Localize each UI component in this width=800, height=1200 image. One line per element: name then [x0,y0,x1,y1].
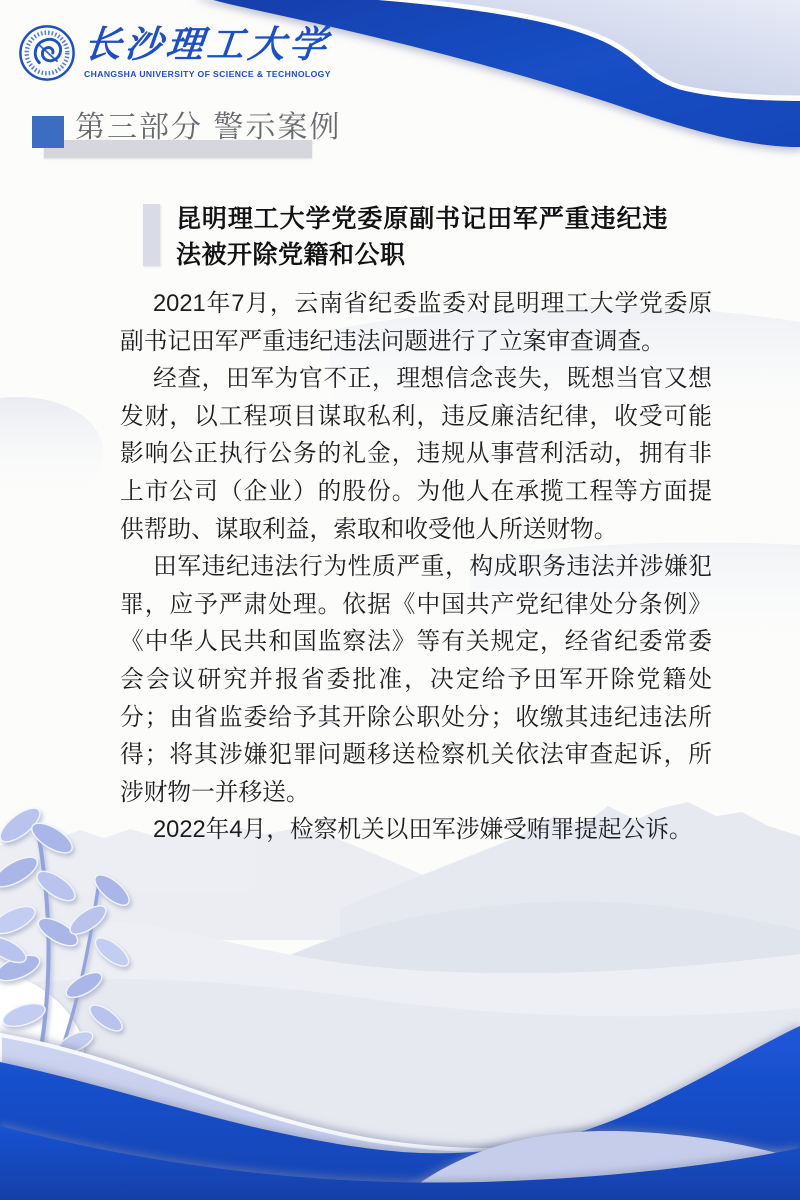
university-name-cn: 长沙理工大学 [81,25,333,66]
university-emblem-icon [18,24,76,82]
heading-accent-bar [143,204,160,266]
article-paragraph: 经查，田军为官不正，理想信念丧失，既想当官又想发财，以工程项目谋取私利，违反廉洁纪律，收受可能影响公正执行公务的礼金，违规从事营利活动，拥有非上市公司（企业）的股份。为他人在承揽工程等方面提供帮助、谋取利益，索取和收受他人所送财物。 [120,366,712,543]
section-bullet-square [32,116,64,148]
section-header [0,110,420,170]
university-logo [18,24,331,82]
article-paragraph: 田军违纪违法行为性质严重，构成职务违法并涉嫌犯罪，应予严肃处理。依据《中国共产党纪律处分条例》《中华人民共和国监察法》等有关规定，经省纪委常委会会议研究并报省委批准，决定给予田军开除党籍处分；由省监委给予其开除公职处分；收缴其违纪违法所得；将其涉嫌犯罪问题移送检察机关依法审查起诉，所涉财物一并移送。 [120,554,712,806]
article-body [120,286,712,850]
article-paragraph: 2021年7月，云南省纪委监委对昆明理工大学党委原副书记田军严重违纪违法问题进行了立案审查调查。 [120,291,712,355]
article-heading: 昆明理工大学党委原副书记田军严重违纪违法被开除党籍和公职 [176,205,668,269]
section-title: 第三部分 警示案例 [75,111,342,144]
article-paragraph: 2022年4月，检察机关以田军涉嫌受贿罪提起公诉。 [153,817,693,844]
university-name-en: CHANGSHA UNIVERSITY OF SCIENCE & TECHNOLOGY [84,69,331,79]
